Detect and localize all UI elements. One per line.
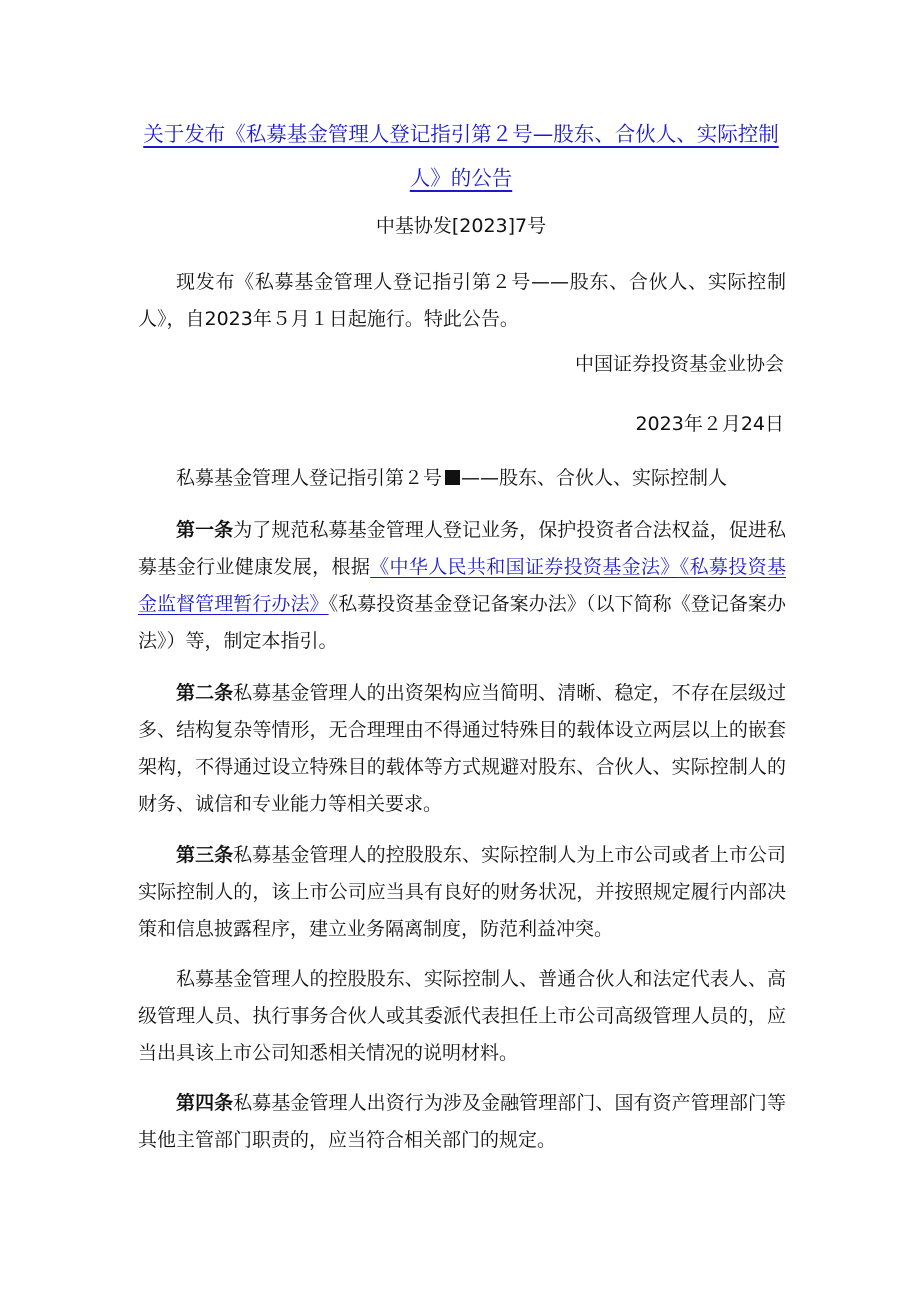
- article-1-text-end: 《私募投资基金登记备案办法》（以下简称《登记备案办法》）等，制定本指引。: [138, 593, 786, 652]
- article-4: [138, 1085, 786, 1159]
- article-4-label: 第四条: [176, 1092, 234, 1114]
- issue-date: 2023年２月24日: [635, 413, 784, 435]
- announcement-body: 现发布《私募基金管理人登记指引第２号——股东、合伙人、实际控制人》，自2023年５月１日起施行。特此公告。: [138, 271, 786, 330]
- article-3: [138, 837, 786, 948]
- guideline-subtitle-topic: ——股东、合伙人、实际控制人: [461, 467, 728, 489]
- fund-law-link[interactable]: 《中华人民共和国证券投资基金法》: [370, 556, 680, 578]
- article-2-label: 第二条: [176, 682, 234, 704]
- article-1-text: 为了规范私募基金管理人登记业务，保护投资者合法权益，促进私募基金行业健康发展，根据: [138, 519, 786, 578]
- document-number: 中基协发[2023]7号: [375, 215, 547, 237]
- issuer-name: 中国证券投资基金业协会: [574, 353, 784, 375]
- guideline-subtitle-main: 私募基金管理人登记指引第２号: [176, 467, 443, 489]
- article-1-label: 第一条: [176, 519, 234, 541]
- article-1: [138, 512, 786, 660]
- article-3-label: 第三条: [176, 844, 234, 866]
- interim-measures-link[interactable]: 《私募投资基金监督管理暂行办法》: [138, 556, 786, 615]
- filled-square-icon: [445, 470, 460, 485]
- article-3-text: 私募基金管理人的控股股东、实际控制人为上市公司或者上市公司实际控制人的，该上市公司应当具有良好的财务状况，并按照规定履行内部决策和信息披露程序，建立业务隔离制度，防范利益冲突。: [138, 844, 786, 940]
- guideline-subtitle: [176, 460, 727, 496]
- article-3-paragraph-2: 私募基金管理人的控股股东、实际控制人、普通合伙人和法定代表人、高级管理人员、执行事务合伙人或其委派代表担任上市公司高级管理人员的，应当出具该上市公司知悉相关情况的说明材料。: [138, 968, 786, 1064]
- article-2: [138, 675, 786, 823]
- article-4-text: 私募基金管理人出资行为涉及金融管理部门、国有资产管理部门等其他主管部门职责的，应当符合相关部门的规定。: [138, 1092, 786, 1151]
- announcement-title-link[interactable]: 关于发布《私募基金管理人登记指引第２号—股东、合伙人、实际控制人》的公告: [143, 122, 779, 190]
- article-2-text: 私募基金管理人的出资架构应当简明、清晰、稳定，不存在层级过多、结构复杂等情形，无合理理由不得通过特殊目的载体设立两层以上的嵌套架构，不得通过设立特殊目的载体等方式规避对股东、合伙人、实际控制人的财务、诚信和专业能力等相关要求。: [138, 682, 786, 815]
